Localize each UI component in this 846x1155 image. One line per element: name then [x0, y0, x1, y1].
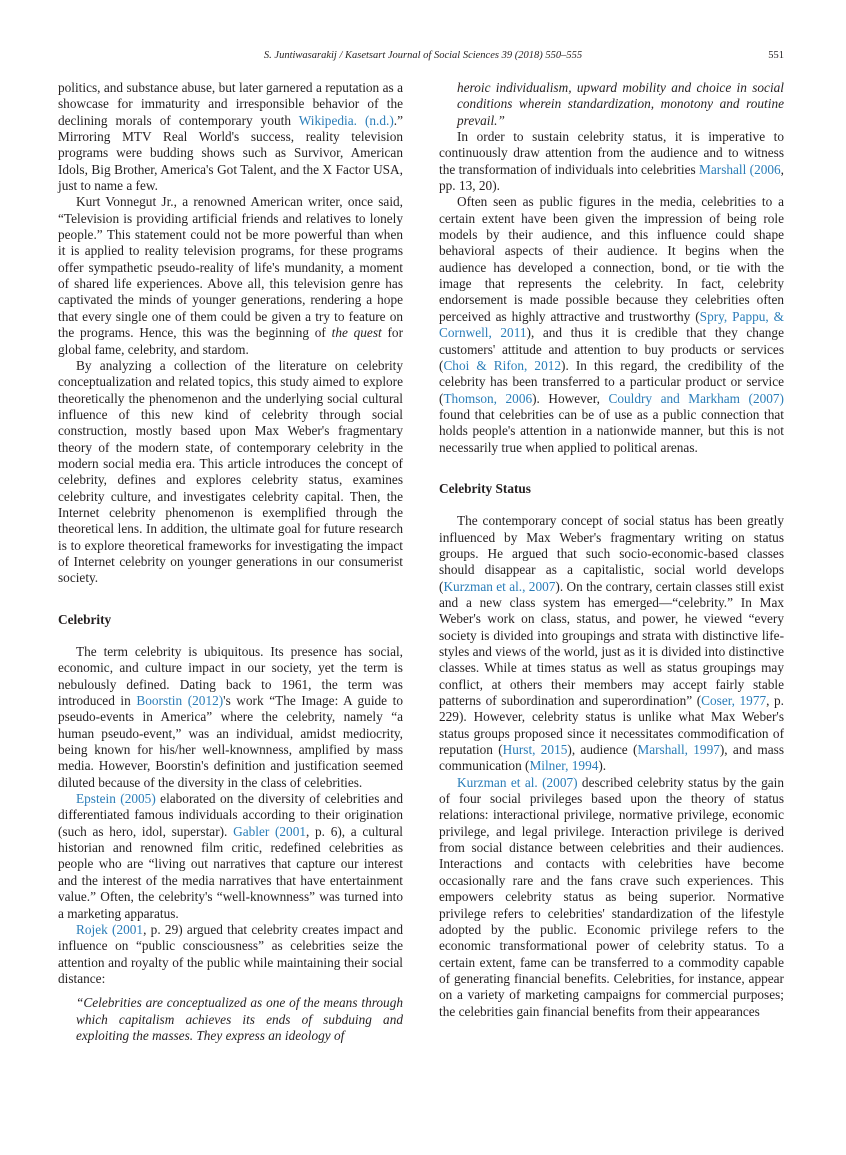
citation-link[interactable]: Thomson, 2006: [443, 390, 533, 406]
citation-link[interactable]: Wikipedia. (n.d.): [298, 112, 394, 128]
text-run: found that celebrities can be of use as a public connection that holds people's attention in a nationwide manner, but this is not necessarily true when applied to political arenas.: [439, 406, 784, 455]
text-run: ).: [598, 758, 607, 774]
text-run: .” Mirroring MTV Real World's success, reality television programs were budding shows such as Survivor, American Idols, Big Brother, America's Got Talent, and the X Factor USA, just to name a few.: [58, 112, 403, 194]
paragraph: [58, 922, 403, 987]
citation-link[interactable]: Kurzman et al., 2007: [443, 578, 556, 594]
paragraph: [439, 775, 784, 1020]
text-run: , p. 229). However, celebrity status is unlike what Max Weber's status groups proposed since it necessitates commodification of reputation (: [439, 693, 784, 758]
text-run: The term celebrity is ubiquitous. Its presence has social, economic, and culture impact in our society, yet the term is nebulously defined. Dating back to 1961, the term was introduced in: [58, 644, 403, 709]
citation-link[interactable]: Choi & Rifon, 2012: [443, 357, 562, 373]
text-run: Often seen as public figures in the media, celebrities to a certain extent have been given the impression of being role models by their audience, and this influence could shape behavioral aspects of their audience. It begins when the audience has developed a connection, bond, or tie with the image that represents the celebrity. In fact, celebrity endorsement is made possible because they celebrities often perceived as highly attractive and trustworthy (: [439, 194, 784, 324]
running-title: S. Juntiwasarakij / Kasetsart Journal of Social Sciences 39 (2018) 550–555: [263, 50, 583, 61]
paragraph: [439, 194, 784, 456]
text-run: The contemporary concept of social status has been greatly influenced by Max Weber's fragmentary writing on status groups. He argued that such socio-economic-based classes should disappear as a capitalistic, social world develops (: [439, 513, 784, 594]
text-run: “Celebrities are conceptualized as one of the means through which capitalism achieves its ends of subduing and exploiting the masses. They express an ideology of: [76, 995, 403, 1043]
text-run: By analyzing a collection of the literature on celebrity conceptualization and related topics, this study aimed to explore theoretically the phenomenon and the underlying social cultural influence of this new kind of celebrity through social construction, mostly based upon Max Weber's fragmentary theory of the modern state, of contemporary celebrity in the modern social media era. This article introduces the concept of celebrity, defines and explores celebrity status, examines celebrity culture, and investigates celebrity capital. Then, the Internet celebrity phenomenon is exemplified through the theoretical lens. In addition, the ultimate goal for future research is to explore theoretical frameworks for investigating the impact of Internet celebrity on younger generations in our consumerist society.: [58, 357, 403, 586]
text-run: elaborated on the diversity of celebrities and differentiated famous individuals according to their origination (such as hero, idol, superstar).: [58, 791, 403, 839]
citation-link[interactable]: Couldry and Markham (2007): [608, 390, 784, 406]
text-run: , p. 29) argued that celebrity creates impact and influence on “public consciousness” as celebrities seize the attention and royalty of the public while maintaining their social distance:: [58, 921, 404, 986]
text-run: for global fame, celebrity, and stardom.: [58, 325, 403, 357]
text-run: 's work “The Image: A guide to pseudo-events in America” where the celebrity, namely “a human pseudo-event,” was an individual, amidst mediocrity, being known for his/her well-knownness, amplified by mass media. However, Boorstin's definition and justification seemed diluted because of the diversity in the class of celebrities.: [58, 693, 403, 790]
paragraph: [439, 513, 784, 775]
citation-link[interactable]: Coser, 1977: [701, 693, 767, 709]
running-header: [0, 50, 846, 66]
emphasis-text: the quest: [331, 325, 382, 341]
citation-link[interactable]: Boorstin (2012): [136, 693, 224, 709]
text-run: ), audience (: [567, 742, 638, 758]
text-run: ). On the contrary, certain classes still exist and a new class system has emerged—“celebrity.” In Max Weber's work on class, status, and power, he viewed “every society is divided into groupings and strata with distinctive life-styles and views of the world, just as it is divided into distinctive classes. While at times status as well as status groupings may conflict, at others their members may accept fairly stable patterns of subordination and superordination” (: [439, 578, 784, 709]
paragraph: [439, 129, 784, 194]
paragraph: [58, 80, 403, 194]
text-run: heroic individualism, upward mobility and choice in social conditions wherein standardization, monotony and routine prevail.”: [457, 80, 784, 128]
block-quote: [76, 995, 403, 1044]
paragraph: [58, 791, 403, 922]
section-heading: Celebrity: [58, 611, 112, 627]
citation-link[interactable]: Milner, 1994: [529, 758, 599, 774]
text-run: , p. 6), a cultural historian and renowned film critic, redefined celebrities as people who are “living out narratives that capture our interest and the interest of the media narratives that have entertainment value.” Often, the celebrity's “well-knownness” was turned into a marketing apparatus.: [58, 823, 404, 921]
text-run: described celebrity status by the gain of four social privileges based upon the theory of status relations: interactional privilege, normative privilege, economic privilege, and legal privilege. Interaction privilege is derived from social distance between celebrities and their audiences. Interactions and contacts with celebrities have become occasionally rare and the fans crave such experiences. This empowers celebrity status as being superior. Normative privilege refers to celebrities' standardization of the lifestyle adopted by the public. Economic privilege refers to the economic transformational power of celebrity status. To a certain extent, fame can be transferred to a commodity capable of generating financial benefits. Celebrities, for instance, appear on a variety of marketing campaigns for commercial purposes; the celebrities gain financial benefits from their appearances: [439, 774, 784, 1019]
page-number: 551: [768, 50, 784, 61]
text-run: , pp. 13, 20).: [439, 161, 784, 194]
text-run: ), and thus it is credible that they change customers' attitude and attention to buy products or services (: [439, 325, 784, 373]
citation-link[interactable]: Marshall, 1997: [637, 742, 720, 758]
left-column: [58, 80, 403, 1044]
paragraph: [58, 644, 403, 791]
block-quote: [457, 80, 784, 129]
citation-link[interactable]: Kurzman et al. (2007): [457, 774, 578, 790]
citation-link[interactable]: Gabler (2001: [233, 823, 306, 839]
citation-link[interactable]: Rojek (2001: [76, 921, 144, 937]
citation-link[interactable]: Spry, Pappu, & Cornwell, 2011: [439, 308, 785, 341]
text-run: politics, and substance abuse, but later garnered a reputation as a showcase for immaturity and irresponsible behavior of the declining morals of contemporary youth: [58, 80, 403, 128]
citation-link[interactable]: Marshall (2006: [699, 161, 781, 177]
text-run: ). However,: [532, 390, 609, 406]
text-run: ), and mass communication (: [439, 742, 784, 774]
text-run: ). In this regard, the credibility of the celebrity has been transferred to a particular product or service (: [439, 357, 784, 406]
paragraph: [58, 194, 403, 357]
citation-link[interactable]: Hurst, 2015: [502, 742, 568, 758]
right-column: [439, 80, 784, 1020]
section-heading: Celebrity Status: [439, 480, 531, 496]
text-run: In order to sustain celebrity status, it is imperative to continuously draw attention from the audience and to witness the transformation of individuals into celebrities: [439, 129, 784, 177]
citation-link[interactable]: Epstein (2005): [76, 791, 156, 807]
text-run: Kurt Vonnegut Jr., a renowned American writer, once said, “Television is providing artificial friends and relatives to lonely people.” This statement could not be more powerful than when it is applied to reality television programs, for these programs offer sympathetic pseudo-reality of life's mundanity, a moment of shared life experiences. Above all, this television genre has captivated the minds of younger generations, rendering a hope that every single one of them could be given a try to feature on the programs. Hence, this was the beginning of: [58, 194, 403, 341]
paragraph: [58, 358, 403, 587]
